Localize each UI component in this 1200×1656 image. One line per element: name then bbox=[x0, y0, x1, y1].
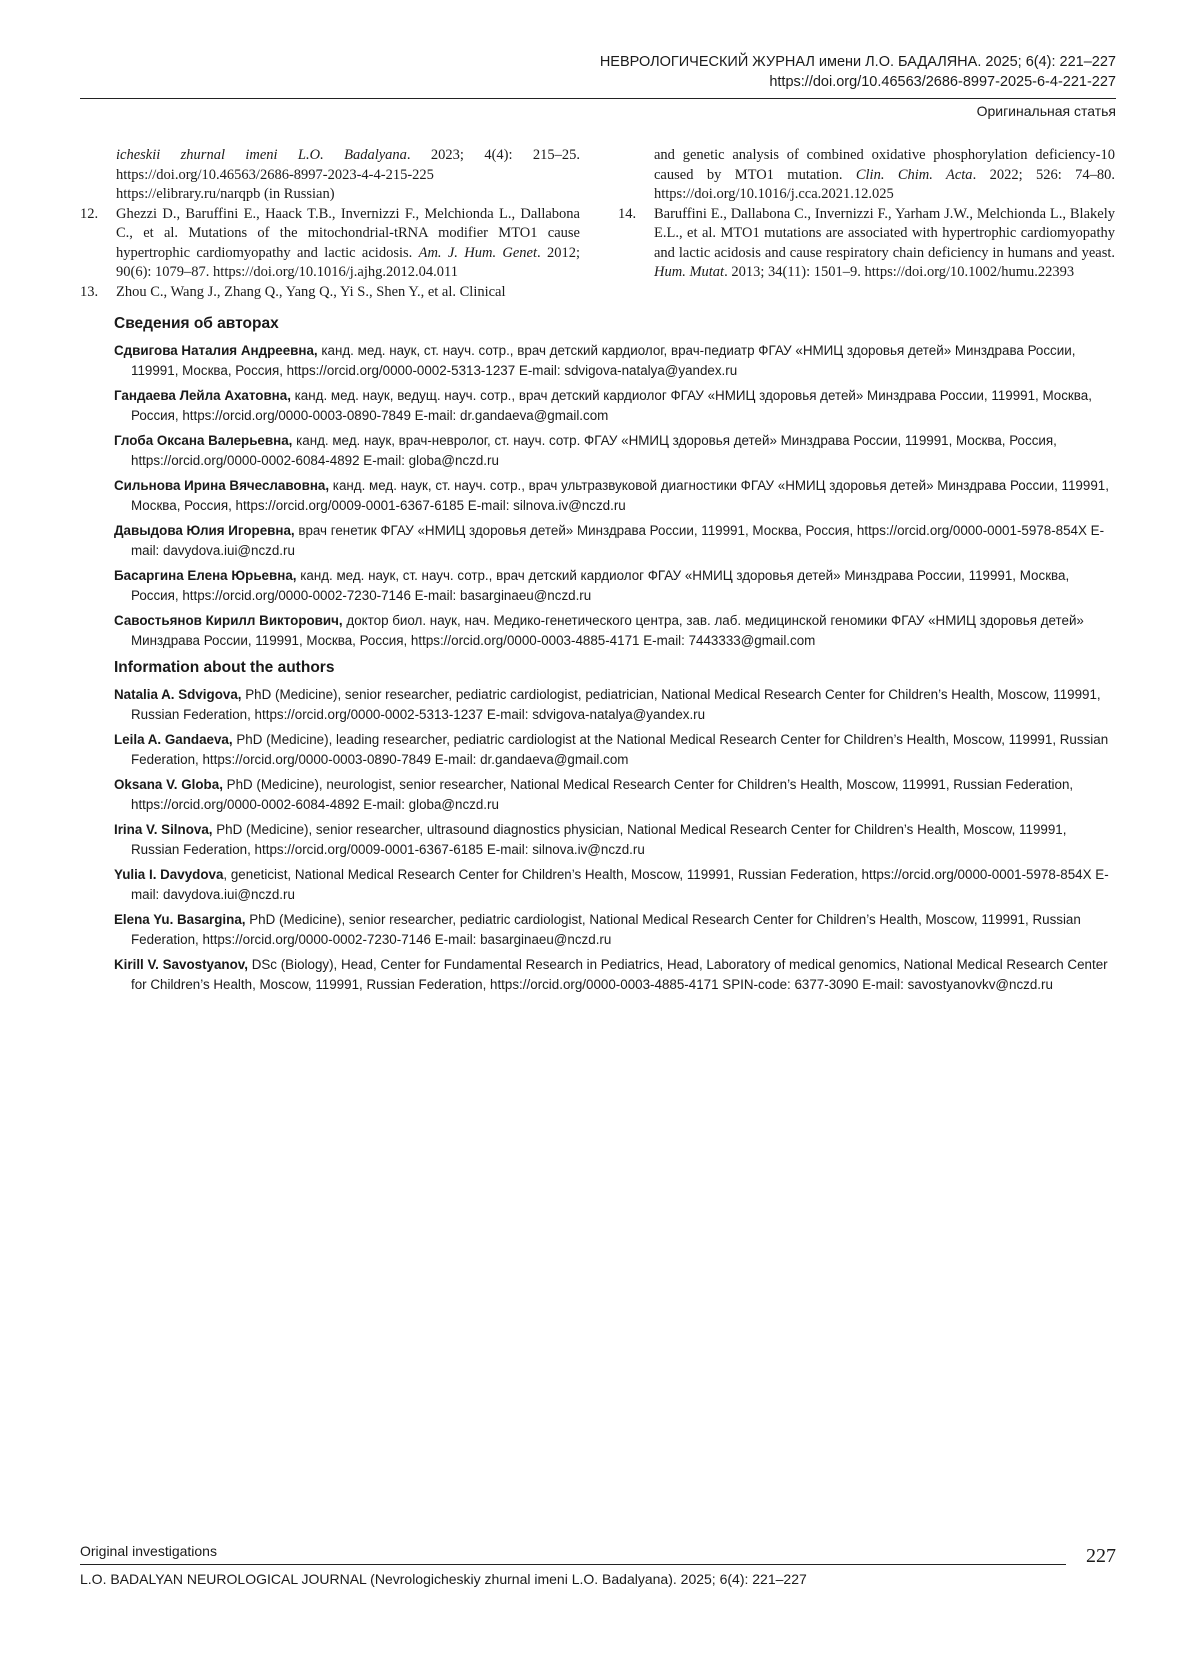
author-name: Басаргина Елена Юрьевна, bbox=[114, 567, 297, 583]
reference-continuation bbox=[80, 146, 580, 205]
authors-info-ru bbox=[114, 314, 1114, 656]
reference-text: . 2022; 526: 74–80. https://doi.org/10.1016/j.cca.2021.12.025 bbox=[654, 166, 1115, 202]
reference-number: 12. bbox=[80, 205, 99, 222]
journal-title: Clin. Chim. Acta bbox=[855, 166, 973, 183]
author-details: канд. мед. наук, ст. науч. сотр., врач ультразвуковой диагностики ФГАУ «НМИЦ здоровья детей» Минздрава России, 119991, Москва, Россия, https://orcid.org/0009-0001-6367-6185 E-mail: silnova.iv@nczd.ru bbox=[131, 477, 1109, 513]
author-details: канд. мед. наук, ст. науч. сотр., врач детский кардиолог ФГАУ «НМИЦ здоровья детей» Минздрава России, 119991, Москва, Россия, https://orcid.org/0000-0002-7230-7146 E-mail: basarginaeu@nczd.ru bbox=[131, 567, 1070, 603]
reference-number: 14. bbox=[618, 205, 637, 222]
reference-item bbox=[618, 205, 1115, 283]
reference-text: . 2023; 4(4): 215–25. https://doi.org/10.46563/2686-8997-2023-4-4-215-225 https://elibrary.ru/narqpb (in Russian) bbox=[116, 147, 581, 202]
author-entry bbox=[114, 566, 1114, 607]
page-number: 227 bbox=[1086, 1545, 1116, 1567]
author-details: канд. мед. наук, врач-невролог, ст. науч. сотр. ФГАУ «НМИЦ здоровья детей» Минздрава России, 119991, Москва, Россия, https://orcid.org/0000-0002-6084-4892 E-mail: globa@nczd.ru bbox=[131, 432, 1057, 468]
author-entry bbox=[114, 775, 1114, 816]
author-details: PhD (Medicine), leading researcher, pediatric cardiologist at the National Medical Research Center for Children’s Health, Moscow, 119991, Russian Federation, https://orcid.org/0000-0003-0890-7849 E-mail: dr.gandaeva@gmail.com bbox=[131, 731, 1109, 767]
references-right-column bbox=[618, 146, 1115, 283]
reference-list bbox=[618, 205, 1115, 283]
reference-body bbox=[654, 205, 1115, 283]
author-entry bbox=[114, 685, 1114, 726]
references-left-column bbox=[80, 146, 580, 302]
author-details: PhD (Medicine), senior researcher, pediatric cardiologist, National Medical Research Center for Children’s Health, Moscow, 119991, Russian Federation, https://orcid.org/0000-0002-7230-7146 E-mail: basarginaeu@nczd.ru bbox=[131, 911, 1081, 947]
author-name: Сильнова Ирина Вячеславовна, bbox=[114, 477, 330, 493]
reference-body bbox=[116, 205, 580, 283]
reference-text: Zhou C., Wang J., Zhang Q., Yang Q., Yi S., Shen Y., et al. Clinical bbox=[116, 283, 506, 300]
author-name: Irina V. Silnova, bbox=[114, 821, 213, 837]
author-name: Глоба Оксана Валерьевна, bbox=[114, 432, 293, 448]
author-entry bbox=[114, 611, 1114, 652]
header-divider bbox=[80, 98, 1116, 99]
reference-item bbox=[80, 205, 580, 283]
author-entry bbox=[114, 865, 1114, 906]
author-name: Elena Yu. Basargina, bbox=[114, 911, 246, 927]
reference-list bbox=[80, 205, 580, 303]
author-entry bbox=[114, 341, 1114, 382]
author-list bbox=[114, 685, 1114, 996]
author-details: канд. мед. наук, ст. науч. сотр., врач детский кардиолог, врач-педиатр ФГАУ «НМИЦ здоровья детей» Минздрава России, 119991, Москва, Россия, https://orcid.org/0000-0002-5313-1237 E-mail: sdvigova-natalya@yandex.ru bbox=[131, 342, 1076, 378]
author-name: Leila A. Gandaeva, bbox=[114, 731, 233, 747]
author-entry bbox=[114, 820, 1114, 861]
author-details: DSc (Biology), Head, Center for Fundamental Research in Pediatrics, Head, Laboratory of medical genomics, National Medical Research Center for Children’s Health, Moscow, 119991, Russian Federation, https://orcid.org/0000-0003-4885-4171 SPIN-code: 6377-3090 E-mail: savostyanovkv@nczd.ru bbox=[131, 956, 1108, 992]
author-details: PhD (Medicine), neurologist, senior researcher, National Medical Research Center for Children’s Health, Moscow, 119991, Russian Federation, https://orcid.org/0000-0002-6084-4892 E-mail: globa@nczd.ru bbox=[131, 776, 1074, 812]
author-details: PhD (Medicine), senior researcher, ultrasound diagnostics physician, National Medical Research Center for Children’s Health, Moscow, 119991, Russian Federation, https://orcid.org/0009-0001-6367-6185 E-mail: silnova.iv@nczd.ru bbox=[131, 821, 1067, 857]
reference-body bbox=[116, 283, 580, 303]
running-header bbox=[600, 52, 1116, 92]
journal-title: Hum. Mutat bbox=[654, 264, 725, 280]
author-details: доктор биол. наук, нач. Медико-генетического центра, зав. лаб. медицинской геномики ФГАУ «НМИЦ здоровья детей» Минздрава России, 119991, Москва, Россия, https://orcid.org/0000-0003-4885-4171 E-mail: 7443333@gmail.com bbox=[131, 612, 1084, 648]
author-entry bbox=[114, 476, 1114, 517]
authors-info-en bbox=[114, 658, 1114, 1000]
author-name: Давыдова Юлия Игоревна, bbox=[114, 522, 295, 538]
reference-number: 13. bbox=[80, 283, 99, 300]
author-entry bbox=[114, 521, 1114, 562]
author-name: Гандаева Лейла Ахатовна, bbox=[114, 387, 291, 403]
journal-title: icheskii zhurnal imeni L.O. Badalyana bbox=[116, 147, 407, 163]
journal-title: Am. J. Hum. Genet bbox=[418, 244, 538, 261]
journal-header-line: НЕВРОЛОГИЧЕСКИЙ ЖУРНАЛ имени Л.О. БАДАЛЯНА. 2025; 6(4): 221–227 bbox=[599, 54, 1116, 70]
reference-text: . 2012; 90(6): 1079–87. https://doi.org/10.1016/j.ajhg.2012.04.011 bbox=[116, 244, 580, 280]
author-list bbox=[114, 341, 1114, 652]
article-type-label: Оригинальная статья bbox=[976, 103, 1116, 119]
author-details: врач генетик ФГАУ «НМИЦ здоровья детей» Минздрава России, 119991, Москва, Россия, https://orcid.org/0000-0001-5978-854X E-mail: davydova.iui@nczd.ru bbox=[131, 522, 1105, 558]
author-entry bbox=[114, 431, 1114, 472]
authors-heading-ru: Сведения об авторах bbox=[114, 315, 279, 332]
reference-continuation bbox=[618, 146, 1115, 205]
authors-heading-en: Information about the authors bbox=[114, 659, 335, 676]
author-entry bbox=[114, 910, 1114, 951]
author-details: канд. мед. наук, ведущ. науч. сотр., врач детский кардиолог ФГАУ «НМИЦ здоровья детей» Минздрава России, 119991, Москва, Россия, https://orcid.org/0000-0003-0890-7849 E-mail: dr.gandaeva@gmail.com bbox=[131, 387, 1092, 423]
reference-text: Baruffini E., Dallabona C., Invernizzi F., Yarham J.W., Melchionda L., Blakely E.L., et al. MTO1 mutations are associated with hypertrophic cardiomyopathy and lactic acidosis and cause respiratory chain deficiency in humans and yeast. bbox=[654, 205, 1115, 261]
author-name: Сдвигова Наталия Андреевна, bbox=[114, 342, 318, 358]
author-name: Yulia I. Davydova bbox=[114, 866, 224, 882]
author-entry bbox=[114, 386, 1114, 427]
author-details: , geneticist, National Medical Research Center for Children’s Health, Moscow, 119991, Russian Federation, https://orcid.org/0000-0001-5978-854X E-mail: davydova.iui@nczd.ru bbox=[131, 866, 1109, 902]
reference-text: and genetic analysis of combined oxidative phosphorylation deficiency-10 caused by MTO1 mutation. bbox=[654, 147, 1115, 183]
reference-text: Ghezzi D., Baruffini E., Haack T.B., Invernizzi F., Melchionda L., Dallabona C., et al. Mutations of the mitochondrial-tRNA modifier MTO1 cause hypertrophic cardiomyopathy and lactic acidosis. bbox=[116, 205, 580, 261]
author-name: Kirill V. Savostyanov, bbox=[114, 956, 248, 972]
reference-item bbox=[80, 283, 580, 303]
reference-text: . 2013; 34(11): 1501–9. https://doi.org/10.1002/humu.22393 bbox=[724, 264, 1075, 280]
article-doi[interactable]: https://doi.org/10.46563/2686-8997-2025-6-4-221-227 bbox=[769, 74, 1116, 90]
author-details: PhD (Medicine), senior researcher, pediatric cardiologist, pediatrician, National Medical Research Center for Children’s Health, Moscow, 119991, Russian Federation, https://orcid.org/0000-0002-5313-1237 E-mail: sdvigova-natalya@yandex.ru bbox=[131, 686, 1101, 722]
author-name: Савостьянов Кирилл Викторович, bbox=[114, 612, 343, 628]
footer-section-label: Original investigations bbox=[80, 1543, 217, 1559]
author-name: Oksana V. Globa, bbox=[114, 776, 223, 792]
author-entry bbox=[114, 730, 1114, 771]
footer-journal-line: L.O. BADALYAN NEUROLOGICAL JOURNAL (Nevrologicheskiy zhurnal imeni L.O. Badalyana). 2025; 6(4): 221–227 bbox=[80, 1571, 807, 1587]
author-name: Natalia A. Sdvigova, bbox=[114, 686, 242, 702]
footer-divider bbox=[80, 1564, 1066, 1565]
author-entry bbox=[114, 955, 1114, 996]
